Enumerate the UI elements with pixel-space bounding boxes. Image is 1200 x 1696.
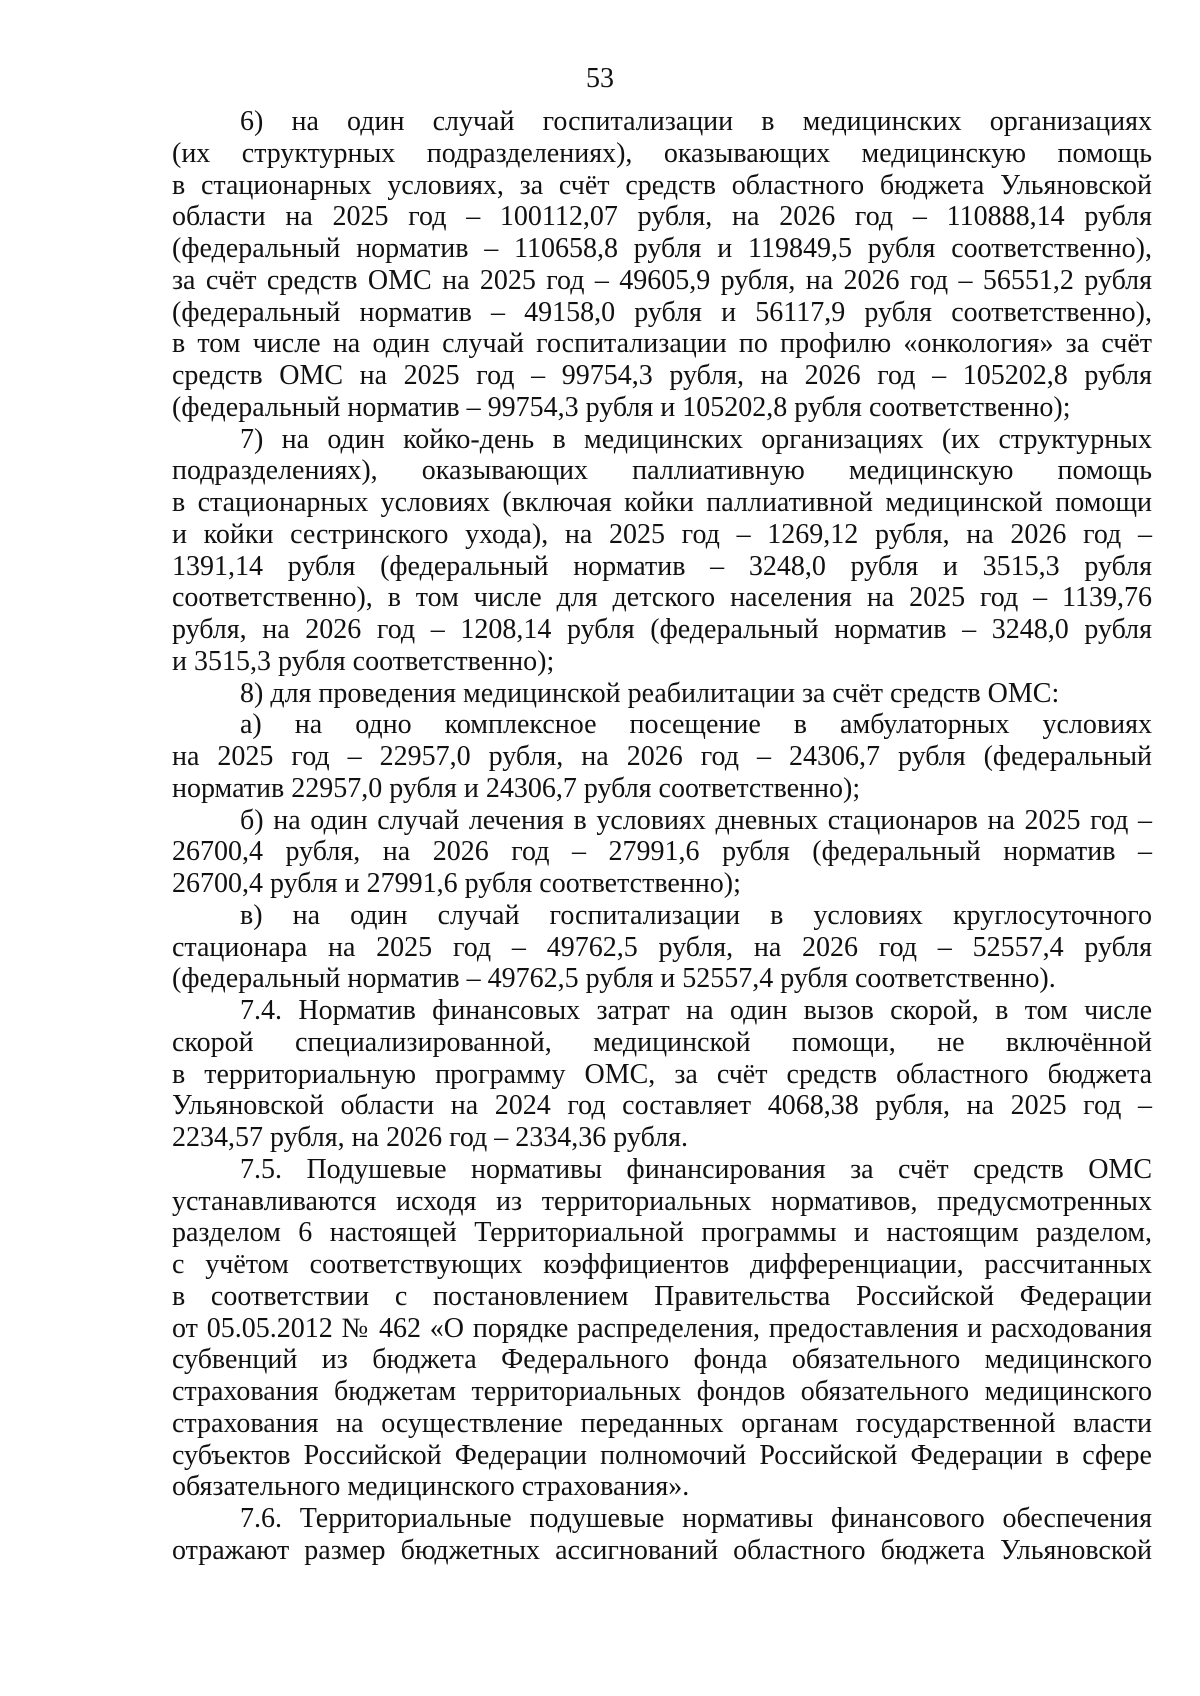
- text-line: соответственно), в том числе для детского населения на 2025 год – 1139,76: [172, 582, 1152, 614]
- text-line: (федеральный норматив – 49762,5 рубля и 52557,4 рубля соответственно).: [172, 963, 1056, 995]
- paragraph-p74: [172, 995, 1152, 1154]
- text-line: скорой специализированной, медицинской помощи, не включённой: [172, 1026, 1152, 1058]
- document-body: [172, 106, 1152, 1567]
- text-line: обязательного медицинского страхования».: [172, 1471, 690, 1503]
- text-line: (федеральный норматив – 110658,8 рубля и 119849,5 рубля соответственно),: [172, 233, 1152, 264]
- page-number: 53: [586, 63, 614, 94]
- text-line: разделом 6 настоящей Территориальной программы и настоящим разделом,: [172, 1217, 1152, 1249]
- text-line: на 2025 год – 22957,0 рубля, на 2026 год – 24306,7 рубля (федеральный: [172, 741, 1152, 772]
- text-line: а) на одно комплексное посещение в амбулаторных условиях: [240, 709, 1152, 741]
- text-line: 2234,57 рубля, на 2026 год – 2334,36 рубля.: [172, 1122, 688, 1153]
- text-line: стационара на 2025 год – 49762,5 рубля, на 2026 год – 52557,4 рубля: [172, 931, 1152, 963]
- text-line: 7.4. Норматив финансовых затрат на один вызов скорой, в том числе: [240, 995, 1152, 1026]
- text-line: средств ОМС на 2025 год – 99754,3 рубля, на 2026 год – 105202,8 рубля: [172, 360, 1152, 391]
- text-line: 7.5. Подушевые нормативы финансирования за счёт средств ОМС: [240, 1153, 1152, 1185]
- text-line: устанавливаются исходя из территориальных нормативов, предусмотренных: [172, 1185, 1152, 1217]
- text-line: 8) для проведения медицинской реабилитации за счёт средств ОМС:: [240, 677, 1060, 709]
- text-line: и 3515,3 рубля соответственно);: [172, 645, 555, 677]
- paragraph-p8c: [172, 900, 1152, 995]
- text-line: за счёт средств ОМС на 2025 год – 49605,9 рубля, на 2026 год – 56551,2 рубля: [172, 264, 1152, 296]
- text-line: подразделениях), оказывающих паллиативную медицинскую помощь: [172, 455, 1152, 487]
- text-line: в соответствии с постановлением Правительства Российской Федерации: [172, 1280, 1152, 1312]
- text-line: 6) на один случай госпитализации в медицинских организациях: [240, 106, 1152, 137]
- text-line: б) на один случай лечения в условиях дневных стационаров на 2025 год –: [240, 804, 1152, 836]
- text-line: отражают размер бюджетных ассигнований областного бюджета Ульяновской: [172, 1534, 1152, 1566]
- paragraph-p75: [172, 1154, 1152, 1503]
- text-line: субъектов Российской Федерации полномочий Российской Федерации в сфере: [172, 1439, 1152, 1471]
- text-line: норматив 22957,0 рубля и 24306,7 рубля соответственно);: [172, 772, 861, 804]
- text-line: в стационарных условиях (включая койки паллиативной медицинской помощи: [172, 487, 1152, 518]
- text-line: области на 2025 год – 100112,07 рубля, на 2026 год – 110888,14 рубля: [172, 201, 1152, 233]
- text-line: страхования на осуществление переданных органам государственной власти: [172, 1407, 1152, 1439]
- text-line: и койки сестринского ухода), на 2025 год – 1269,12 рубля, на 2026 год –: [172, 518, 1152, 550]
- text-line: (федеральный норматив – 99754,3 рубля и 105202,8 рубля соответственно);: [172, 391, 1071, 423]
- text-line: 7) на один койко-день в медицинских организациях (их структурных: [240, 423, 1152, 455]
- paragraph-p8b: [172, 805, 1152, 900]
- text-line: (их структурных подразделениях), оказывающих медицинскую помощь: [172, 137, 1152, 169]
- text-line: от 05.05.2012 № 462 «О порядке распределения, предоставления и расходования: [172, 1312, 1152, 1344]
- text-line: 26700,4 рубля, на 2026 год – 27991,6 рубля (федеральный норматив –: [172, 836, 1152, 868]
- text-line: в том числе на один случай госпитализации по профилю «онкология» за счёт: [172, 328, 1152, 360]
- text-line: (федеральный норматив – 49158,0 рубля и 56117,9 рубля соответственно),: [172, 296, 1152, 328]
- text-line: 1391,14 рубля (федеральный норматив – 3248,0 рубля и 3515,3 рубля: [172, 550, 1152, 582]
- paragraph-p76: [172, 1503, 1152, 1567]
- text-line: субвенций из бюджета Федерального фонда обязательного медицинского: [172, 1344, 1152, 1376]
- paragraph-p8a: [172, 709, 1152, 804]
- paragraph-p8: [172, 678, 1152, 710]
- text-line: страхования бюджетам территориальных фондов обязательного медицинского: [172, 1376, 1152, 1407]
- text-line: 7.6. Территориальные подушевые нормативы финансового обеспечения: [240, 1503, 1152, 1534]
- text-line: рубля, на 2026 год – 1208,14 рубля (федеральный норматив – 3248,0 рубля: [172, 614, 1152, 645]
- text-line: 26700,4 рубля и 27991,6 рубля соответственно);: [172, 868, 741, 899]
- text-line: в) на один случай госпитализации в условиях круглосуточного: [240, 899, 1152, 931]
- text-line: в стационарных условиях, за счёт средств областного бюджета Ульяновской: [172, 169, 1152, 201]
- text-line: Ульяновской области на 2024 год составляет 4068,38 рубля, на 2025 год –: [172, 1090, 1152, 1122]
- paragraph-p6: [172, 106, 1152, 424]
- text-line: в территориальную программу ОМС, за счёт средств областного бюджета: [172, 1058, 1152, 1090]
- paragraph-p7: [172, 424, 1152, 678]
- text-line: с учётом соответствующих коэффициентов дифференциации, рассчитанных: [172, 1249, 1152, 1280]
